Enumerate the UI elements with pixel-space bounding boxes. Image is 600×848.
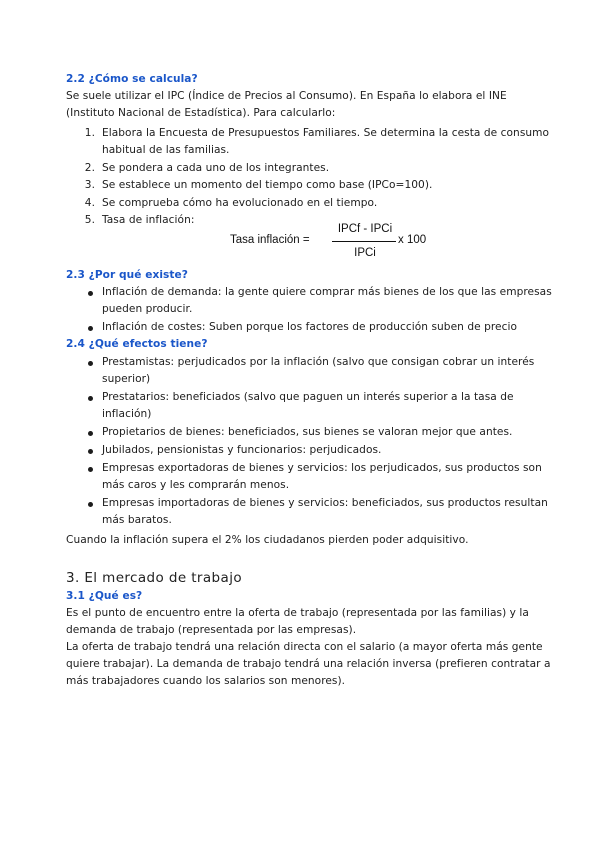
bullet-icon [88,291,93,296]
bullet-text: Inflación de demanda: la gente quiere comprar más bienes de los que las empresas [102,286,552,298]
bullet-text: Empresas exportadoras de bienes y servicios: los perjudicados, sus productos son [102,462,542,474]
bullet-text-cont: inflación) [102,408,152,420]
step-number: 4. [84,197,95,209]
bullet-text: Empresas importadoras de bienes y servicios: beneficiados, sus productos resultan [102,497,548,509]
step-number: 3. [84,179,95,191]
paragraph-line: demanda de trabajo (representada por las empresas). [66,624,357,636]
bullet-icon [88,431,93,436]
step-text: Se establece un momento del tiempo como base (IPCo=100). [102,179,433,191]
closing-note: Cuando la inflación supera el 2% los ciudadanos pierden poder adquisitivo. [66,534,469,546]
step-number: 2. [84,162,95,174]
paragraph-line: La oferta de trabajo tendrá una relación directa con el salario (a mayor oferta más gente [66,641,543,653]
bullet-text: Propietarios de bienes: beneficiados, sus bienes se valoran mejor que antes. [102,426,513,438]
step-text: Se comprueba cómo ha evolucionado en el tiempo. [102,197,378,209]
step-text: Se pondera a cada uno de los integrantes. [102,162,330,174]
step-text-cont: habitual de las familias. [102,144,230,156]
bullet-text: Prestatarios: beneficiados (salvo que paguen un interés superior a la tasa de [102,391,514,403]
chapter-title: 3. El mercado de trabajo [66,570,243,586]
paragraph-line: Es el punto de encuentro entre la oferta de trabajo (representada por las familias) y la [66,607,529,619]
bullet-text: Inflación de costes: Suben porque los factores de producción suben de precio [102,321,517,333]
step-number: 1. [84,127,95,139]
formula-multiplier: x 100 [398,234,427,246]
paragraph-line: quiere trabajar). La demanda de trabajo tendrá una relación inversa (prefieren contratar a [66,658,551,670]
bullet-icon [88,396,93,401]
bullet-icon [88,449,93,454]
step-number: 5. [84,214,95,226]
section-heading-3-1: 3.1 ¿Qué es? [66,590,143,602]
section-heading-2-4: 2.4 ¿Qué efectos tiene? [66,338,208,350]
bullet-text-cont: más caros y les comprarán menos. [102,479,290,491]
formula-numerator: IPCf - IPCi [337,223,393,235]
section-heading-2-3: 2.3 ¿Por qué existe? [66,269,188,281]
step-text: Elabora la Encuesta de Presupuestos Familiares. Se determina la cesta de consumo [102,127,550,139]
formula-denominator: IPCi [354,247,376,259]
section-heading-2-2: 2.2 ¿Cómo se calcula? [66,73,198,85]
bullet-icon [88,361,93,366]
bullet-text-cont: más baratos. [102,514,172,526]
bullet-text-cont: pueden producir. [102,303,193,315]
bullet-text: Prestamistas: perjudicados por la inflación (salvo que consigan cobrar un interés [102,356,535,368]
bullet-icon [88,467,93,472]
bullet-text-cont: superior) [102,373,151,385]
step-text: Tasa de inflación: [102,214,195,226]
paragraph-line: más trabajadores cuando los salarios son menores). [66,675,346,687]
bullet-text: Jubilados, pensionistas y funcionarios: perjudicados. [102,444,382,456]
bullet-icon [88,502,93,507]
bullet-icon [88,326,93,331]
formula-lhs: Tasa inflación = [230,234,310,246]
intro-line-1: Se suele utilizar el IPC (Índice de Precios al Consumo). En España lo elabora el INE [66,90,507,102]
intro-line-2: (Instituto Nacional de Estadística). Para calcularlo: [66,107,336,119]
fraction-bar [332,241,396,242]
